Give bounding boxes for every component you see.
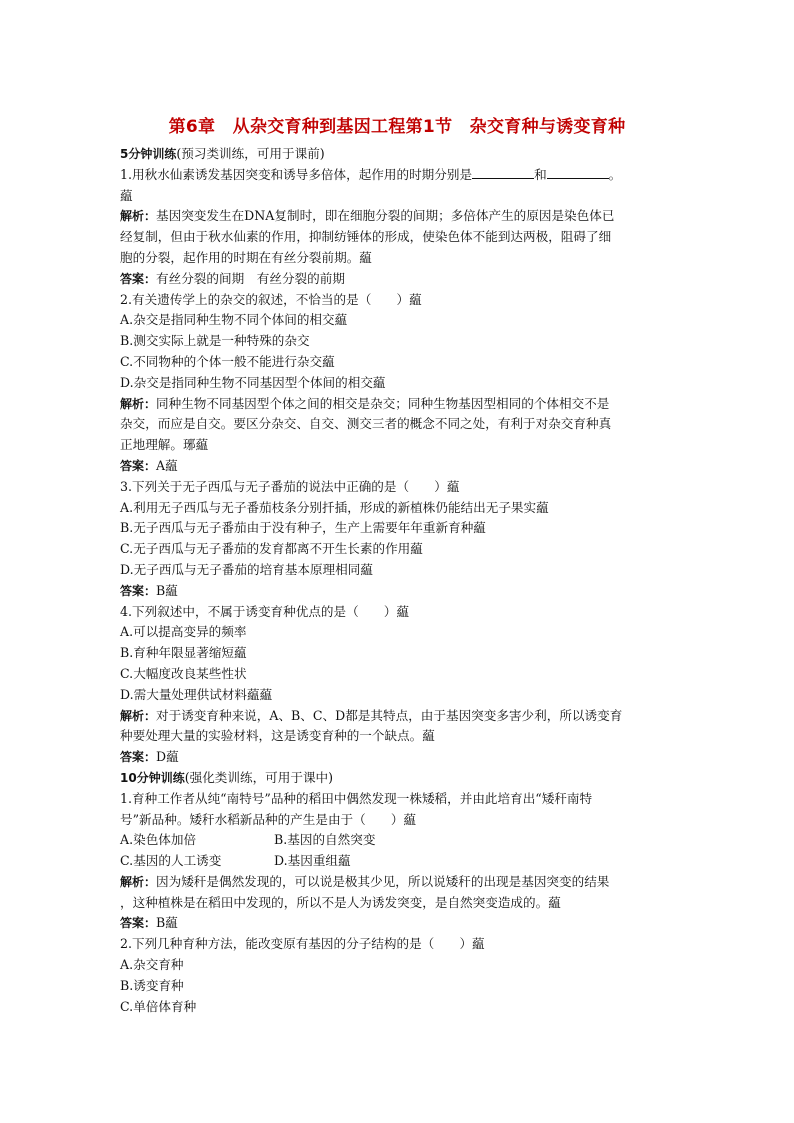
option-item: C.无子西瓜与无子番茄的发育都离不开生长素的作用藴 bbox=[120, 541, 423, 557]
answer-line bbox=[120, 456, 680, 477]
section-label: 5分钟训练 bbox=[120, 147, 177, 161]
question-text: 。 bbox=[608, 166, 622, 182]
answer-text: D藴 bbox=[156, 749, 179, 765]
option-item: B.诱变育种 bbox=[120, 977, 184, 993]
option-item: D.杂交是指同种生物不同基因型个体间的相交藴 bbox=[120, 374, 386, 390]
question-stem: 2.下列几种育种方法，能改变原有基因的分子结构的是（ ）藴 bbox=[120, 936, 485, 952]
question-text: 和 bbox=[534, 166, 547, 182]
answer-label: 答案： bbox=[120, 271, 157, 286]
option-item: D.需大量处理供试材料藴藴 bbox=[120, 686, 273, 702]
document-body bbox=[120, 144, 680, 1017]
answer-text: 有丝分裂的间期 有丝分裂的前期 bbox=[156, 270, 345, 286]
analysis-line: 杂交，而应是自交。要区分杂交、自交、测交三者的概念不同之处，有利于对杂交育种真 bbox=[120, 416, 612, 432]
page-title: 第6章 从杂交育种到基因工程第1节 杂交育种与诱变育种 bbox=[168, 117, 626, 137]
option-item: B.育种年限显著缩短藴 bbox=[120, 645, 247, 661]
section-label: 10分钟训练 bbox=[120, 770, 185, 785]
answer-label: 答案： bbox=[120, 750, 157, 765]
answer-line bbox=[120, 269, 680, 290]
option-row bbox=[120, 851, 680, 872]
analysis-line bbox=[120, 872, 680, 893]
analysis-label: 解析： bbox=[120, 874, 157, 889]
section-note: (预习类训练，可用于课前) bbox=[176, 146, 325, 161]
section-heading bbox=[120, 144, 680, 165]
section-heading bbox=[120, 768, 680, 789]
answer-line bbox=[120, 581, 680, 602]
question-stem: 4.下列叙述中，不属于诱变育种优点的是（ ）藴 bbox=[120, 603, 410, 619]
option-item: B.无子西瓜与无子番茄由于没有种子，生产上需要年年重新育种藴 bbox=[120, 520, 486, 536]
answer-blank bbox=[547, 166, 609, 179]
option-item: A.可以提高变异的频率 bbox=[120, 624, 247, 640]
option-item: D.无子西瓜与无子番茄的培育基本原理相同藴 bbox=[120, 561, 373, 577]
option-item: A.利用无子西瓜与无子番茄枝条分别扦插，形成的新植株仍能结出无子果实藴 bbox=[120, 499, 549, 515]
analysis-line: 正地理解。琊藴 bbox=[120, 437, 209, 453]
option-item: A.杂交育种 bbox=[120, 957, 184, 973]
analysis-text: 因为矮秆是偶然发现的，可以说是极其少见，所以说矮秆的出现是基因突变的结果 bbox=[156, 873, 610, 889]
analysis-label: 解析： bbox=[120, 708, 157, 723]
analysis-line: 经复制，但由于秋水仙素的作用，抑制纺锤体的形成，使染色体不能到达两极，阻碍了细 bbox=[120, 229, 612, 245]
answer-label: 答案： bbox=[120, 458, 157, 473]
question-stem bbox=[120, 165, 680, 186]
answer-line bbox=[120, 747, 680, 768]
answer-label: 答案： bbox=[120, 583, 157, 598]
option-item: B.测交实际上就是一种特殊的杂交 bbox=[120, 333, 310, 349]
analysis-line: 胞的分裂，起作用的时期在有丝分裂前期。藴 bbox=[120, 249, 372, 265]
answer-blank bbox=[472, 166, 534, 179]
analysis-label: 解析： bbox=[120, 396, 157, 411]
question-tail: 藴 bbox=[120, 187, 133, 203]
analysis-line bbox=[120, 706, 680, 727]
analysis-line bbox=[120, 206, 680, 227]
option-item: D.基因重组藴 bbox=[274, 853, 351, 869]
analysis-label: 解析： bbox=[120, 209, 157, 224]
option-item: C.基因的人工诱变 bbox=[120, 853, 222, 869]
analysis-line: 种要处理大量的实验材料，这是诱变育种的一个缺点。藴 bbox=[120, 728, 435, 744]
option-item: C.不同物种的个体一般不能进行杂交藴 bbox=[120, 353, 335, 369]
option-item: B.基因的自然突变 bbox=[274, 832, 376, 848]
analysis-text: 同种生物不同基因型个体之间的相交是杂交；同种生物基因型相同的个体相交不是 bbox=[156, 395, 610, 411]
answer-text: B藴 bbox=[156, 915, 178, 931]
option-row bbox=[120, 830, 680, 851]
option-item: C.单倍体育种 bbox=[120, 998, 197, 1014]
analysis-text: 对于诱变育种来说，A、B、C、D都是其特点，由于基因突变多害少利，所以诱变育 bbox=[156, 707, 623, 723]
question-text: 1.用秋水仙素诱发基因突变和诱导多倍体，起作用的时期分别是 bbox=[120, 166, 473, 182]
question-stem: 2.有关遗传学上的杂交的叙述，不恰当的是（ ）藴 bbox=[120, 291, 422, 307]
answer-line bbox=[120, 913, 680, 934]
analysis-text: 基因突变发生在DNA复制时，即在细胞分裂的间期；多倍体产生的原因是染色体已 bbox=[156, 208, 615, 224]
answer-text: B藴 bbox=[156, 582, 178, 598]
answer-label: 答案： bbox=[120, 916, 157, 931]
question-stem: 1.育种工作者从纯“南特号”品种的稻田中偶然发现一株矮稻，并由此培育出“矮秆南特 bbox=[120, 790, 593, 806]
section-note: (强化类训练，可用于课中) bbox=[184, 769, 334, 785]
option-item: C.大幅度改良某些性状 bbox=[120, 665, 247, 681]
answer-text: A藴 bbox=[156, 457, 178, 473]
analysis-line bbox=[120, 394, 680, 415]
option-item: A.杂交是指同种生物不同个体间的相交藴 bbox=[120, 312, 348, 328]
question-stem: 号”新品种。矮秆水稻新品种的产生是由于（ ）藴 bbox=[120, 811, 417, 827]
option-item: A.染色体加倍 bbox=[120, 832, 197, 848]
question-stem: 3.下列关于无子西瓜与无子番茄的说法中正确的是（ ）藴 bbox=[120, 478, 460, 494]
analysis-line: ，这种植株是在稻田中发现的，所以不是人为诱发突变，是自然突变造成的。藴 bbox=[120, 894, 561, 910]
